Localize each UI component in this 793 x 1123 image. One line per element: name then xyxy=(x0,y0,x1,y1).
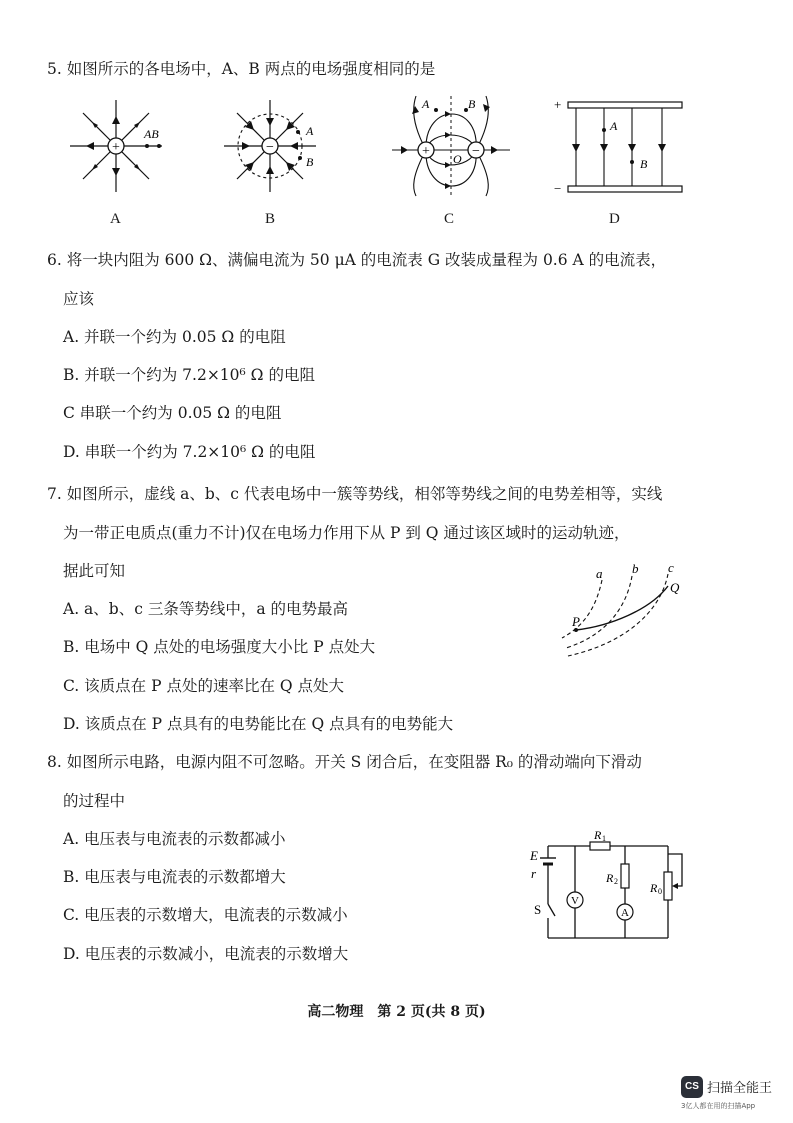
q5d-plus: + xyxy=(554,97,562,112)
q8-ammeter-label: A xyxy=(621,907,629,919)
q7-option-a: A. a、b、c 三条等势线中，a 的电势最高 xyxy=(63,600,348,618)
watermark-app-name: 扫描全能王 xyxy=(707,1081,773,1096)
q8-label-r2: R xyxy=(606,871,614,885)
q8-option-b: B. 电压表与电流表的示数都增大 xyxy=(63,868,286,886)
page-footer: 高二物理 第 2 页(共 8 页) xyxy=(307,1004,486,1020)
q5c-a-label: A xyxy=(422,97,430,111)
q7-figure xyxy=(560,558,690,658)
q7-option-b: B. 电场中 Q 点处的电场强度大小比 P 点处大 xyxy=(63,638,376,656)
q8-option-c: C. 电压表的示数增大，电流表的示数减小 xyxy=(63,906,348,924)
q7-label-b: b xyxy=(632,561,639,576)
q8-label-r0: R xyxy=(650,881,658,895)
q8-label-r2-sub: 2 xyxy=(614,877,618,886)
scanner-watermark xyxy=(681,1073,791,1113)
q8-label-r1: R xyxy=(594,828,602,842)
q8-label-r1-sub: 1 xyxy=(602,834,606,843)
q5b-a-label: A xyxy=(306,124,314,138)
q5b-b-label: B xyxy=(306,155,314,169)
q5-figure-b xyxy=(220,96,324,196)
q6-stem-line2: 应该 xyxy=(63,290,95,308)
q5c-plus: + xyxy=(422,144,430,159)
q5-figure-a xyxy=(66,96,166,196)
q6-option-a: A. 并联一个约为 0.05 Ω 的电阻 xyxy=(63,328,286,346)
q8-label-s: S xyxy=(534,902,542,917)
q5d-b-label: B xyxy=(640,157,648,171)
q7-label-q: Q xyxy=(670,580,680,595)
q6-option-b: B. 并联一个约为 7.2×10⁶ Ω 的电阻 xyxy=(63,366,315,384)
q7-stem-line3: 据此可知 xyxy=(63,562,126,580)
watermark-tagline: 3亿人都在用的扫描App xyxy=(681,1102,756,1110)
q8-option-a: A. 电压表与电流表的示数都减小 xyxy=(63,830,286,848)
q5-label-a: A xyxy=(110,211,121,227)
q6-option-d: D. 串联一个约为 7.2×10⁶ Ω 的电阻 xyxy=(63,443,316,461)
q5c-minus: − xyxy=(472,144,480,159)
q5-label-c: C xyxy=(444,211,455,227)
q8-label-e: E xyxy=(530,848,538,863)
q8-stem-line2: 的过程中 xyxy=(63,792,126,810)
q7-option-d: D. 该质点在 P 点具有的电势能比在 Q 点具有的电势能大 xyxy=(63,715,454,733)
q5-stem: 5. 如图所示的各电场中，A、B 两点的电场强度相同的是 xyxy=(47,60,436,78)
q5-figure-c xyxy=(390,94,514,198)
q8-label-r0-sub: 0 xyxy=(658,887,662,896)
q7-stem-line2: 为一带正电质点(重力不计)仅在电场力作用下从 P 到 Q 通过该区域时的运动轨迹， xyxy=(63,524,630,542)
camscanner-logo-icon: CS xyxy=(681,1076,703,1098)
q7-stem-line1: 7. 如图所示，虚线 a、b、c 代表电场中一簇等势线，相邻等势线之间的电势差相等，实线 xyxy=(47,485,663,503)
q8-circuit-figure xyxy=(528,826,688,946)
q5d-minus: − xyxy=(554,181,562,196)
q8-option-d: D. 电压表的示数减小，电流表的示数增大 xyxy=(63,945,349,963)
q6-stem-line1: 6. 将一块内阻为 600 Ω、满偏电流为 50 μA 的电流表 G 改装成量程为 0.6 A 的电流表， xyxy=(47,251,667,269)
q5b-minus: − xyxy=(266,140,274,155)
q5-label-b: B xyxy=(265,211,276,227)
q5c-o-label: O xyxy=(453,152,462,166)
q8-stem-line1: 8. 如图所示电路，电源内阻不可忽略。开关 S 闭合后，在变阻器 R₀ 的滑动端向下滑动 xyxy=(47,753,642,771)
q8-label-r: r xyxy=(531,866,537,881)
q5-figure-d xyxy=(552,96,688,200)
q5-label-d: D xyxy=(609,211,620,227)
q7-option-c: C. 该质点在 P 点处的速率比在 Q 点处大 xyxy=(63,677,345,695)
q5a-ab-label: AB xyxy=(144,127,159,141)
q6-option-c: C 串联一个约为 0.05 Ω 的电阻 xyxy=(63,404,282,422)
q7-label-c: c xyxy=(668,560,674,575)
q8-voltmeter-label: V xyxy=(571,895,579,907)
q7-label-p: P xyxy=(572,614,580,629)
q5c-b-label: B xyxy=(468,97,476,111)
q5a-plus: + xyxy=(112,140,120,155)
q5d-a-label: A xyxy=(610,119,618,133)
q7-label-a: a xyxy=(596,566,603,581)
